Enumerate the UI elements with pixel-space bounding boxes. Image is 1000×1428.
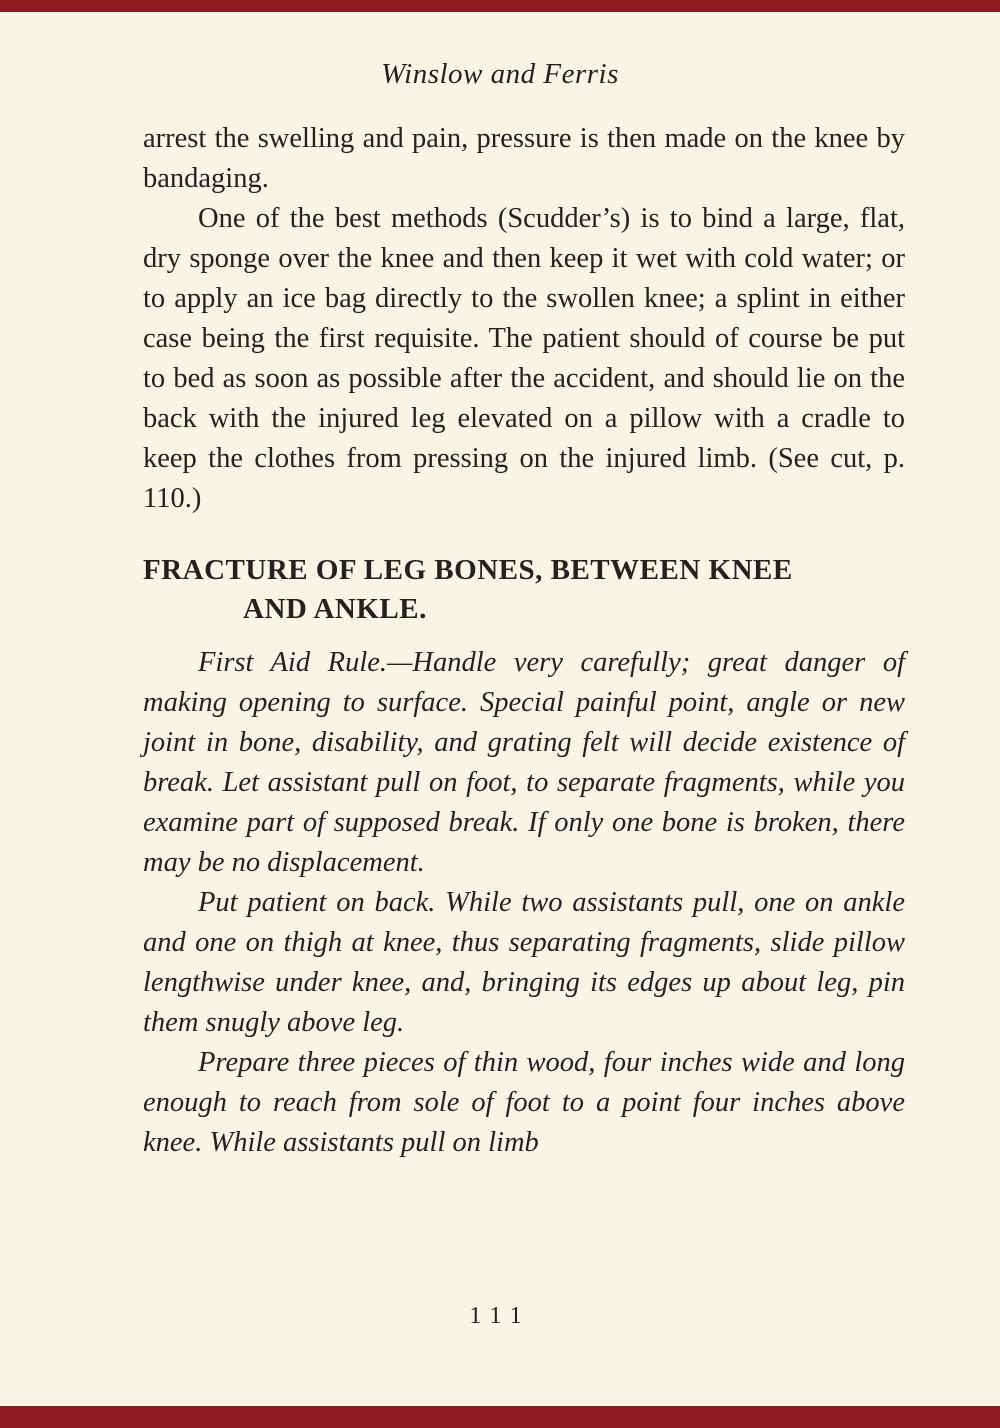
page-number: 111 <box>469 1303 531 1329</box>
running-header: Winslow and Ferris <box>381 58 619 90</box>
page-body <box>143 119 905 1163</box>
section-heading-line: AND ANKLE. <box>243 593 427 625</box>
scan-edge-bottom <box>0 1406 1000 1428</box>
paragraph: One of the best methods (Scudder’s) is to bind a large, flat, dry sponge over the knee and then keep it wet with cold water; or to apply an ice bag directly to the swollen knee; a splint in either case being the first requisite. The patient should of course be put to bed as soon as possible after the accident, and should lie on the back with the injured leg elevated on a pillow with a cradle to keep the clothes from pressing on the injured limb. (See cut, p. 110.) <box>143 203 905 514</box>
paragraph: Prepare three pieces of thin wood, four inches wide and long enough to reach from sole of foot to a point four inches above knee. While assistants pull on limb <box>143 1047 905 1158</box>
paragraph: Put patient on back. While two assistants pull, one on ankle and one on thigh at knee, thus separating fragments, slide pillow lengthwise under knee, and, bringing its edges up about leg, pin them snugly above leg. <box>143 887 905 1038</box>
section-heading <box>143 551 905 629</box>
paragraph: First Aid Rule.—Handle very carefully; great danger of making opening to surface. Special painful point, angle or new joint in bone, disability, and grating felt will decide existence of break. Let assistant pull on foot, to separate fragments, while you examine part of supposed break. If only one bone is broken, there may be no displacement. <box>143 647 905 878</box>
scan-edge-top <box>0 0 1000 12</box>
section-heading-line: FRACTURE OF LEG BONES, BETWEEN KNEE <box>143 554 793 586</box>
paragraph: arrest the swelling and pain, pressure is then made on the knee by bandaging. <box>143 123 905 194</box>
